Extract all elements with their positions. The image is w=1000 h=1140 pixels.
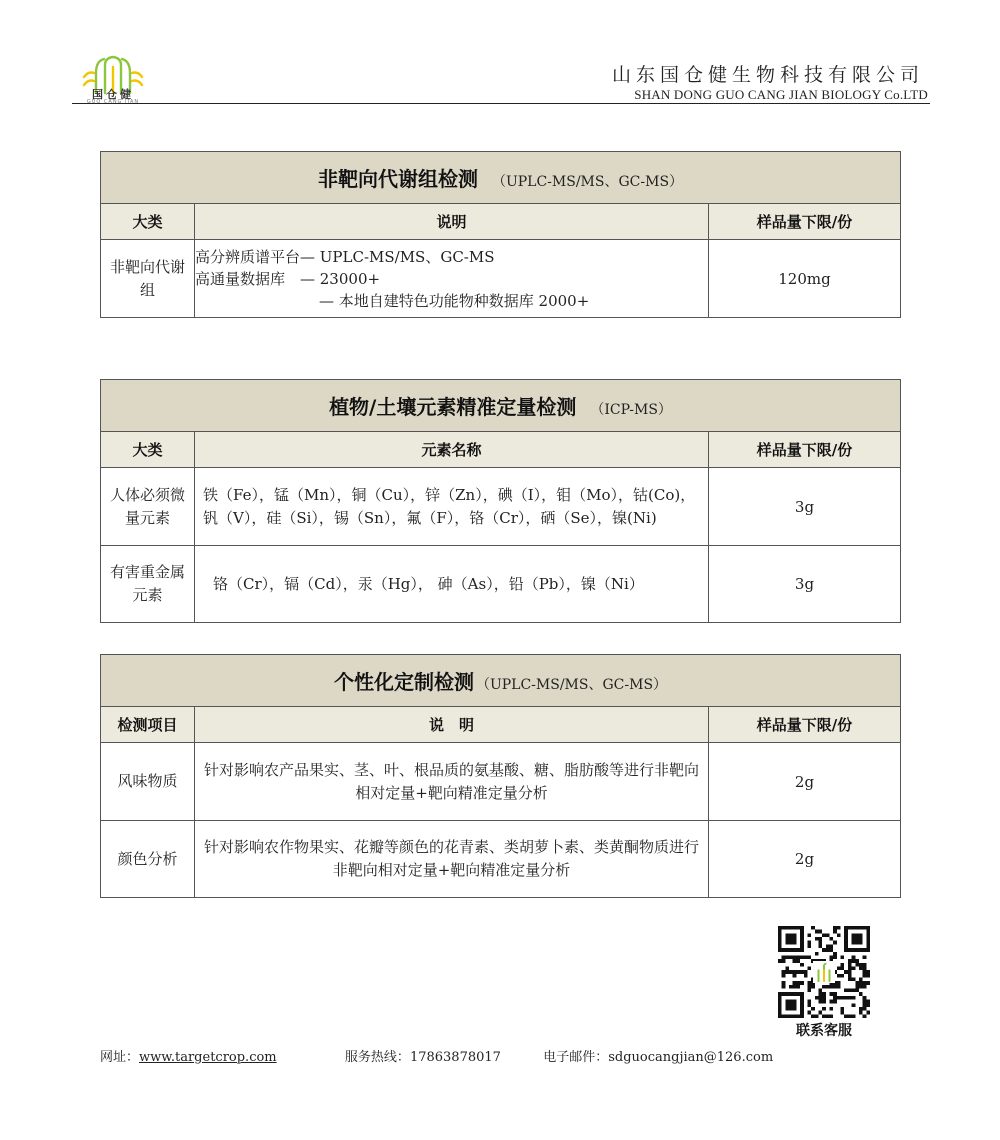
category-cell [101,468,195,546]
qr-code[interactable] [778,926,870,1018]
sample-amount-cell: 2g [709,821,901,898]
website-link[interactable]: www.targetcrop.com [139,1050,277,1065]
table-title-text: 个性化定制检测 [333,670,474,694]
logo-cn-text: 国仓健 [92,88,134,101]
table-title [101,655,901,707]
column-header-element-names: 元素名称 [195,432,709,468]
description-line: 高分辨质谱平台— UPLC-MS/MS、GC-MS [195,247,495,266]
category-cell: 风味物质 [101,743,195,821]
table-title-note: （UPLC-MS/MS、GC-MS） [491,174,684,190]
description-line: — 本地自建特色功能物种数据库 2000+ [319,291,590,310]
element-list-cell: 铁（Fe），锰（Mn），铜（Cu），锌（Zn），碘（I），钼（Mo），钴(Co)，钒（V），硅（Si），锡（Sn），氟（F），铬（Cr），硒（Se），镍(Ni) [195,468,709,546]
category-text: 人体必须微量元素 [109,485,185,527]
column-header-sample-amount: 样品量下限/份 [708,204,900,240]
company-name-en: SHAN DONG GUO CANG JIAN BIOLOGY Co.LTD [634,87,928,102]
table-title-text: 非靶向代谢组检测 [317,167,478,191]
untargeted-metabolomics-table [100,151,901,318]
email-label: 电子邮件： [543,1050,609,1065]
footer-contact [100,1046,773,1065]
column-header-category: 大类 [101,204,195,240]
qr-code-label: 联系客服 [796,1023,852,1039]
category-text: 有害重金属元素 [109,563,185,604]
custom-testing-table [100,654,901,898]
table-row [101,468,901,546]
column-header-description: 说明 [195,204,709,240]
table-row [101,240,901,318]
category-cell: 颜色分析 [101,821,195,898]
website-label: 网址： [100,1050,140,1065]
column-header-description: 说 明 [195,707,709,743]
company-name-cn: 山东国仓健生物科技有限公司 [611,64,924,86]
category-text: 非靶向代谢组 [109,257,185,299]
hotline-label: 服务热线： [344,1050,410,1065]
element-quantification-table [100,379,901,623]
table-row [101,743,901,821]
table-title-text: 植物/土壤元素精准定量检测 [329,395,577,419]
table-title [101,380,901,432]
table-title-note: （ICP-MS） [590,402,672,418]
table-row [101,821,901,898]
sample-amount-cell: 120mg [708,240,900,318]
description-cell [195,240,709,318]
column-header-sample-amount: 样品量下限/份 [709,707,901,743]
sample-amount-cell: 3g [709,546,901,623]
table-title-note: （UPLC-MS/MS、GC-MS） [475,677,668,693]
description-cell: 针对影响农产品果实、茎、叶、根品质的氨基酸、糖、脂肪酸等进行非靶向相对定量+靶向精准定量分析 [195,743,709,821]
table-row [101,546,901,623]
category-cell [101,546,195,623]
sample-amount-cell: 3g [709,468,901,546]
sample-amount-cell: 2g [709,743,901,821]
element-list-cell: 铬（Cr），镉（Cd），汞（Hg）， 砷（As），铅（Pb），镍（Ni） [195,546,709,623]
description-line: 高通量数据库 — 23000+ [195,269,381,288]
column-header-test-item: 检测项目 [101,707,195,743]
description-cell: 针对影响农作物果实、花瓣等颜色的花青素、类胡萝卜素、类黄酮物质进行非靶向相对定量+靶向精准定量分析 [195,821,709,898]
email-address[interactable]: sdguocangjian@126.com [608,1050,774,1065]
hotline-number: 17863878017 [409,1050,501,1065]
logo-pinyin-text: GUO CANG JIAN [86,99,140,105]
table-title [101,152,901,204]
column-header-category: 大类 [101,432,195,468]
column-header-sample-amount: 样品量下限/份 [709,432,901,468]
header-divider [72,103,930,104]
category-cell [101,240,195,318]
